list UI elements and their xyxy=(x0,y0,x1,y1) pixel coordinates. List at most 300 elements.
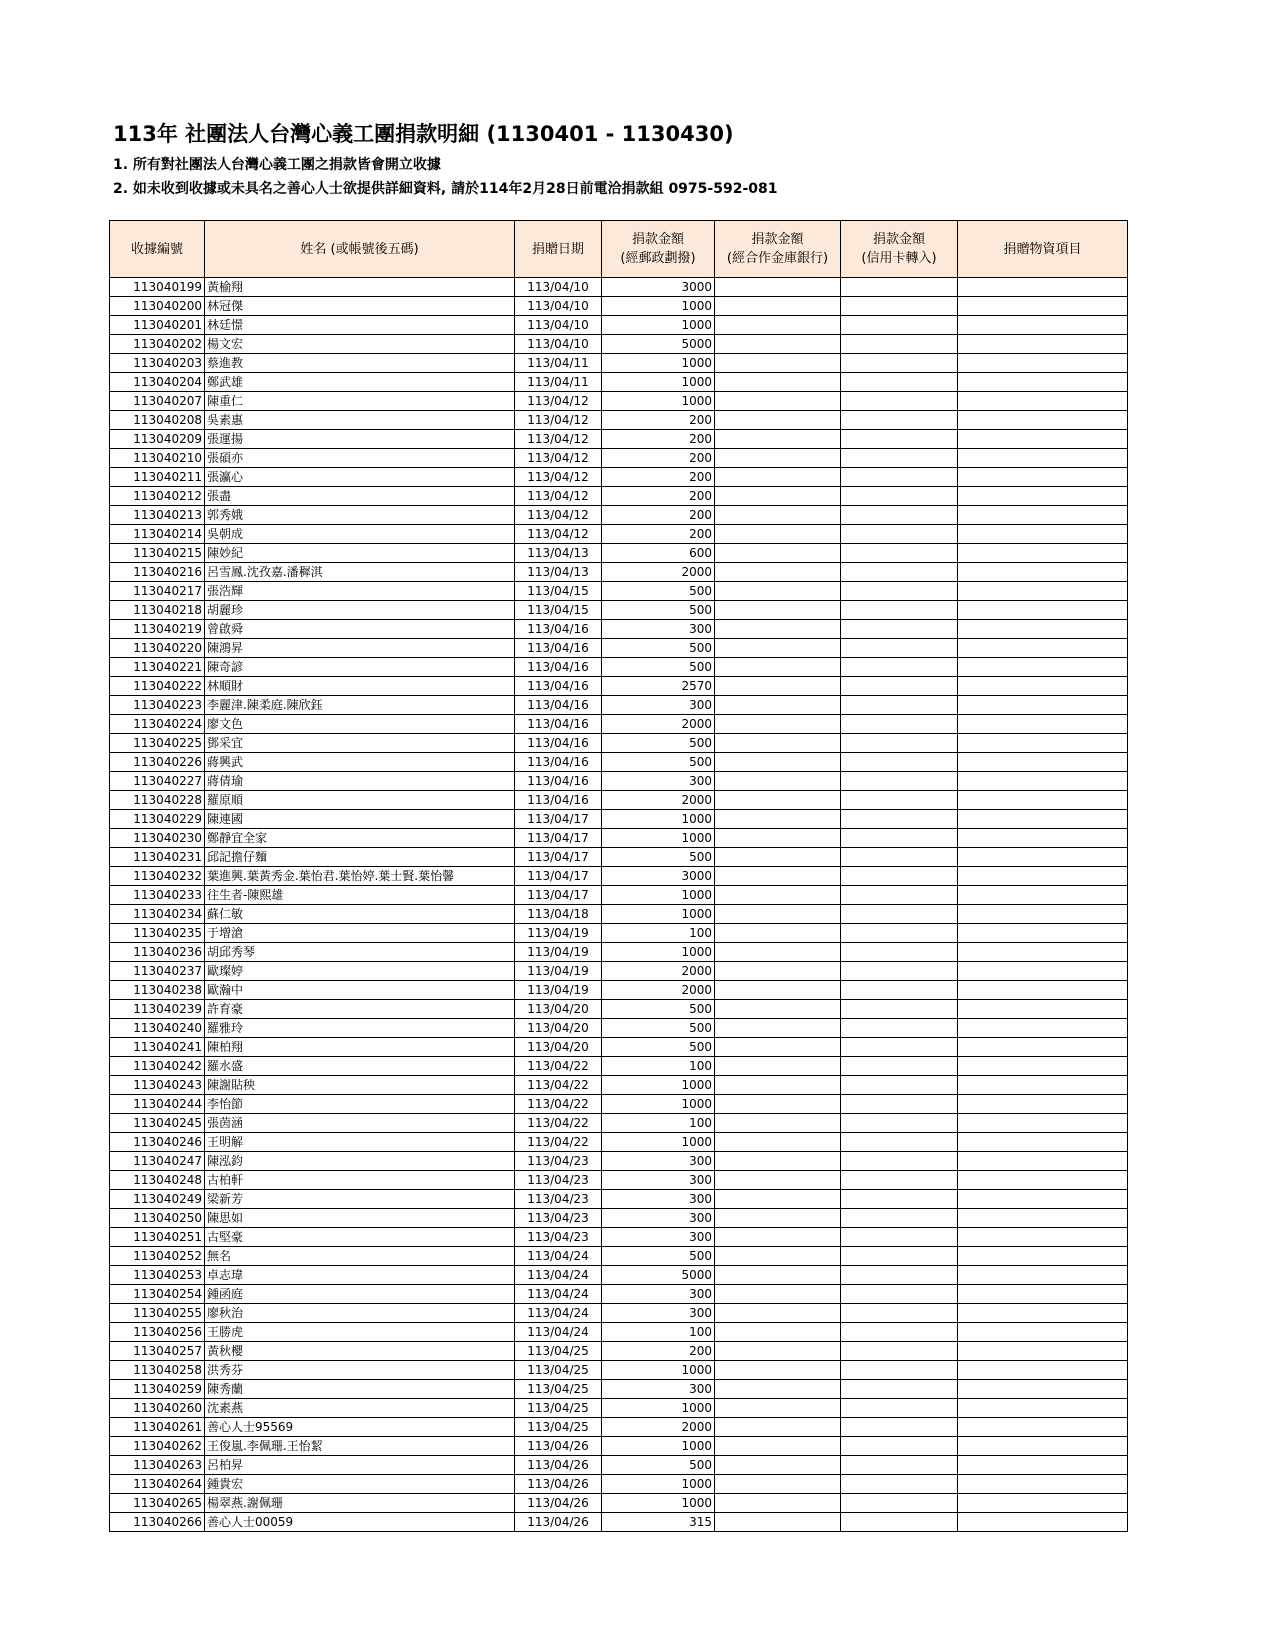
receipt-no-cell: 113040237 xyxy=(110,962,205,981)
receipt-no-cell: 113040263 xyxy=(110,1456,205,1475)
postal-amount-cell: 1000 xyxy=(602,1095,715,1114)
table-row xyxy=(110,1038,1128,1057)
goods-cell xyxy=(958,943,1128,962)
header-name: 姓名 (或帳號後五碼) xyxy=(205,221,515,278)
table-row xyxy=(110,772,1128,791)
receipt-no-cell: 113040201 xyxy=(110,316,205,335)
note-contact: 2. 如未收到收據或未具名之善心人士欲提供詳細資料, 請於114年2月28日前電洽捐款組 0975-592-081 xyxy=(113,181,778,197)
postal-amount-cell: 300 xyxy=(602,1152,715,1171)
postal-amount-cell: 200 xyxy=(602,506,715,525)
goods-cell xyxy=(958,1285,1128,1304)
table-row xyxy=(110,506,1128,525)
receipt-no-cell: 113040255 xyxy=(110,1304,205,1323)
table-row xyxy=(110,1323,1128,1342)
donor-name-cell: 陳奇諺 xyxy=(205,658,515,677)
donor-name-cell: 呂雪鳳.沈孜嘉.潘穉淇 xyxy=(205,563,515,582)
postal-amount-cell: 2000 xyxy=(602,563,715,582)
goods-cell xyxy=(958,468,1128,487)
donor-name-cell: 陳妙紀 xyxy=(205,544,515,563)
goods-cell xyxy=(958,1437,1128,1456)
card-amount-cell xyxy=(841,1342,958,1361)
postal-amount-cell: 1000 xyxy=(602,1475,715,1494)
table-row xyxy=(110,886,1128,905)
receipt-no-cell: 113040226 xyxy=(110,753,205,772)
card-amount-cell xyxy=(841,1399,958,1418)
postal-amount-cell: 2000 xyxy=(602,981,715,1000)
donor-name-cell: 李怡節 xyxy=(205,1095,515,1114)
postal-amount-cell: 1000 xyxy=(602,1437,715,1456)
card-amount-cell xyxy=(841,715,958,734)
donor-name-cell: 林順財 xyxy=(205,677,515,696)
donor-name-cell: 陳泓鈞 xyxy=(205,1152,515,1171)
donation-date-cell: 113/04/17 xyxy=(515,829,602,848)
donation-date-cell: 113/04/23 xyxy=(515,1228,602,1247)
donation-date-cell: 113/04/16 xyxy=(515,677,602,696)
receipt-no-cell: 113040253 xyxy=(110,1266,205,1285)
bank-amount-cell xyxy=(715,1513,841,1532)
card-amount-cell xyxy=(841,1266,958,1285)
table-row xyxy=(110,791,1128,810)
postal-amount-cell: 1000 xyxy=(602,829,715,848)
postal-amount-cell: 200 xyxy=(602,449,715,468)
goods-cell xyxy=(958,316,1128,335)
goods-cell xyxy=(958,354,1128,373)
table-row xyxy=(110,1152,1128,1171)
bank-amount-cell xyxy=(715,392,841,411)
donation-date-cell: 113/04/17 xyxy=(515,848,602,867)
donor-name-cell: 善心人士00059 xyxy=(205,1513,515,1532)
donor-name-cell: 羅水盛 xyxy=(205,1057,515,1076)
document-title: 113年 社團法人台灣心義工團捐款明細 (1130401 - 1130430) xyxy=(113,122,734,146)
donor-name-cell: 張碩亦 xyxy=(205,449,515,468)
donor-name-cell: 卓志瑋 xyxy=(205,1266,515,1285)
receipt-no-cell: 113040199 xyxy=(110,278,205,297)
header-bank-amount: 捐款金額 (經合作金庫銀行) xyxy=(715,221,841,278)
goods-cell xyxy=(958,1038,1128,1057)
table-row xyxy=(110,373,1128,392)
bank-amount-cell xyxy=(715,962,841,981)
donor-name-cell: 陳謝貼秧 xyxy=(205,1076,515,1095)
bank-amount-cell xyxy=(715,1323,841,1342)
receipt-no-cell: 113040234 xyxy=(110,905,205,924)
card-amount-cell xyxy=(841,1000,958,1019)
receipt-no-cell: 113040239 xyxy=(110,1000,205,1019)
donation-date-cell: 113/04/12 xyxy=(515,506,602,525)
donor-name-cell: 古柏軒 xyxy=(205,1171,515,1190)
donation-date-cell: 113/04/22 xyxy=(515,1114,602,1133)
donor-name-cell: 王明解 xyxy=(205,1133,515,1152)
donation-date-cell: 113/04/25 xyxy=(515,1361,602,1380)
goods-cell xyxy=(958,1190,1128,1209)
postal-amount-cell: 2570 xyxy=(602,677,715,696)
bank-amount-cell xyxy=(715,1437,841,1456)
card-amount-cell xyxy=(841,1133,958,1152)
postal-amount-cell: 5000 xyxy=(602,1266,715,1285)
table-row xyxy=(110,924,1128,943)
goods-cell xyxy=(958,1095,1128,1114)
card-amount-cell xyxy=(841,544,958,563)
postal-amount-cell: 600 xyxy=(602,544,715,563)
receipt-no-cell: 113040233 xyxy=(110,886,205,905)
donation-date-cell: 113/04/18 xyxy=(515,905,602,924)
bank-amount-cell xyxy=(715,335,841,354)
donor-name-cell: 胡邱秀琴 xyxy=(205,943,515,962)
card-amount-cell xyxy=(841,1247,958,1266)
goods-cell xyxy=(958,487,1128,506)
table-row xyxy=(110,278,1128,297)
donor-name-cell: 廖秋治 xyxy=(205,1304,515,1323)
card-amount-cell xyxy=(841,772,958,791)
bank-amount-cell xyxy=(715,1019,841,1038)
receipt-no-cell: 113040209 xyxy=(110,430,205,449)
table-row xyxy=(110,1076,1128,1095)
postal-amount-cell: 3000 xyxy=(602,278,715,297)
table-row xyxy=(110,468,1128,487)
bank-amount-cell xyxy=(715,905,841,924)
table-row xyxy=(110,1494,1128,1513)
donation-date-cell: 113/04/12 xyxy=(515,430,602,449)
card-amount-cell xyxy=(841,1494,958,1513)
card-amount-cell xyxy=(841,563,958,582)
goods-cell xyxy=(958,981,1128,1000)
receipt-no-cell: 113040223 xyxy=(110,696,205,715)
card-amount-cell xyxy=(841,278,958,297)
header-goods: 捐贈物資項目 xyxy=(958,221,1128,278)
receipt-no-cell: 113040251 xyxy=(110,1228,205,1247)
bank-amount-cell xyxy=(715,1380,841,1399)
donor-name-cell: 鄭靜宜全家 xyxy=(205,829,515,848)
postal-amount-cell: 200 xyxy=(602,525,715,544)
postal-amount-cell: 100 xyxy=(602,1057,715,1076)
donor-name-cell: 吳朝成 xyxy=(205,525,515,544)
donor-name-cell: 鍾貴宏 xyxy=(205,1475,515,1494)
postal-amount-cell: 500 xyxy=(602,639,715,658)
receipt-no-cell: 113040214 xyxy=(110,525,205,544)
goods-cell xyxy=(958,506,1128,525)
postal-amount-cell: 1000 xyxy=(602,1399,715,1418)
donor-name-cell: 鄭武雄 xyxy=(205,373,515,392)
table-row xyxy=(110,962,1128,981)
table-row xyxy=(110,297,1128,316)
table-row xyxy=(110,354,1128,373)
bank-amount-cell xyxy=(715,601,841,620)
card-amount-cell xyxy=(841,962,958,981)
bank-amount-cell xyxy=(715,1247,841,1266)
donation-date-cell: 113/04/23 xyxy=(515,1209,602,1228)
receipt-no-cell: 113040254 xyxy=(110,1285,205,1304)
bank-amount-cell xyxy=(715,1114,841,1133)
bank-amount-cell xyxy=(715,1456,841,1475)
donation-date-cell: 113/04/25 xyxy=(515,1380,602,1399)
card-amount-cell xyxy=(841,943,958,962)
bank-amount-cell xyxy=(715,1000,841,1019)
bank-amount-cell xyxy=(715,829,841,848)
donation-date-cell: 113/04/10 xyxy=(515,297,602,316)
postal-amount-cell: 300 xyxy=(602,1190,715,1209)
postal-amount-cell: 100 xyxy=(602,1323,715,1342)
receipt-no-cell: 113040208 xyxy=(110,411,205,430)
donation-date-cell: 113/04/24 xyxy=(515,1304,602,1323)
table-row xyxy=(110,1019,1128,1038)
table-row xyxy=(110,1418,1128,1437)
card-amount-cell xyxy=(841,297,958,316)
bank-amount-cell xyxy=(715,715,841,734)
card-amount-cell xyxy=(841,791,958,810)
donation-date-cell: 113/04/16 xyxy=(515,696,602,715)
receipt-no-cell: 113040235 xyxy=(110,924,205,943)
postal-amount-cell: 2000 xyxy=(602,1418,715,1437)
goods-cell xyxy=(958,1494,1128,1513)
donor-name-cell: 王俊嵐.李佩珊.王怡絜 xyxy=(205,1437,515,1456)
goods-cell xyxy=(958,1304,1128,1323)
receipt-no-cell: 113040258 xyxy=(110,1361,205,1380)
receipt-no-cell: 113040252 xyxy=(110,1247,205,1266)
card-amount-cell xyxy=(841,734,958,753)
card-amount-cell xyxy=(841,620,958,639)
card-amount-cell xyxy=(841,981,958,1000)
table-row xyxy=(110,753,1128,772)
bank-amount-cell xyxy=(715,1494,841,1513)
postal-amount-cell: 1000 xyxy=(602,943,715,962)
donation-date-cell: 113/04/20 xyxy=(515,1038,602,1057)
bank-amount-cell xyxy=(715,924,841,943)
table-row xyxy=(110,905,1128,924)
card-amount-cell xyxy=(841,1285,958,1304)
receipt-no-cell: 113040229 xyxy=(110,810,205,829)
table-row xyxy=(110,943,1128,962)
postal-amount-cell: 300 xyxy=(602,620,715,639)
card-amount-cell xyxy=(841,1475,958,1494)
goods-cell xyxy=(958,886,1128,905)
donation-date-cell: 113/04/16 xyxy=(515,658,602,677)
goods-cell xyxy=(958,1456,1128,1475)
receipt-no-cell: 113040249 xyxy=(110,1190,205,1209)
card-amount-cell xyxy=(841,677,958,696)
postal-amount-cell: 500 xyxy=(602,1038,715,1057)
donation-table xyxy=(109,220,1128,1532)
donation-date-cell: 113/04/26 xyxy=(515,1475,602,1494)
bank-amount-cell xyxy=(715,1095,841,1114)
postal-amount-cell: 300 xyxy=(602,772,715,791)
donor-name-cell: 梁新芳 xyxy=(205,1190,515,1209)
postal-amount-cell: 2000 xyxy=(602,791,715,810)
bank-amount-cell xyxy=(715,1076,841,1095)
receipt-no-cell: 113040207 xyxy=(110,392,205,411)
donor-name-cell: 往生者-陳熙雄 xyxy=(205,886,515,905)
postal-amount-cell: 300 xyxy=(602,1209,715,1228)
table-row xyxy=(110,601,1128,620)
goods-cell xyxy=(958,1399,1128,1418)
note-receipt: 1. 所有對社團法人台灣心義工團之捐款皆會開立收據 xyxy=(113,157,441,173)
donation-date-cell: 113/04/11 xyxy=(515,373,602,392)
goods-cell xyxy=(958,1361,1128,1380)
card-amount-cell xyxy=(841,487,958,506)
table-header-row xyxy=(110,221,1128,278)
donation-date-cell: 113/04/15 xyxy=(515,601,602,620)
card-amount-cell xyxy=(841,335,958,354)
donor-name-cell: 李麗津.陳柔庭.陳欣鈺 xyxy=(205,696,515,715)
table-row xyxy=(110,525,1128,544)
postal-amount-cell: 2000 xyxy=(602,715,715,734)
card-amount-cell xyxy=(841,1304,958,1323)
card-amount-cell xyxy=(841,1076,958,1095)
table-row xyxy=(110,1133,1128,1152)
bank-amount-cell xyxy=(715,1475,841,1494)
postal-amount-cell: 300 xyxy=(602,696,715,715)
donation-date-cell: 113/04/26 xyxy=(515,1456,602,1475)
postal-amount-cell: 500 xyxy=(602,658,715,677)
table-row xyxy=(110,1266,1128,1285)
goods-cell xyxy=(958,620,1128,639)
goods-cell xyxy=(958,639,1128,658)
receipt-no-cell: 113040202 xyxy=(110,335,205,354)
donation-date-cell: 113/04/12 xyxy=(515,525,602,544)
bank-amount-cell xyxy=(715,886,841,905)
receipt-no-cell: 113040250 xyxy=(110,1209,205,1228)
postal-amount-cell: 1000 xyxy=(602,810,715,829)
table-row xyxy=(110,1513,1128,1532)
donor-name-cell: 洪秀芬 xyxy=(205,1361,515,1380)
card-amount-cell xyxy=(841,1361,958,1380)
bank-amount-cell xyxy=(715,1209,841,1228)
card-amount-cell xyxy=(841,1019,958,1038)
goods-cell xyxy=(958,1418,1128,1437)
card-amount-cell xyxy=(841,1513,958,1532)
bank-amount-cell xyxy=(715,696,841,715)
donation-date-cell: 113/04/17 xyxy=(515,867,602,886)
postal-amount-cell: 3000 xyxy=(602,867,715,886)
table-row xyxy=(110,582,1128,601)
receipt-no-cell: 113040266 xyxy=(110,1513,205,1532)
donor-name-cell: 楊翠燕.謝佩珊 xyxy=(205,1494,515,1513)
table-row xyxy=(110,1304,1128,1323)
postal-amount-cell: 1000 xyxy=(602,316,715,335)
receipt-no-cell: 113040232 xyxy=(110,867,205,886)
donor-name-cell: 蔣興武 xyxy=(205,753,515,772)
donation-date-cell: 113/04/12 xyxy=(515,487,602,506)
donation-date-cell: 113/04/23 xyxy=(515,1152,602,1171)
donation-date-cell: 113/04/12 xyxy=(515,449,602,468)
donor-name-cell: 陳柏翔 xyxy=(205,1038,515,1057)
table-row xyxy=(110,829,1128,848)
card-amount-cell xyxy=(841,1209,958,1228)
receipt-no-cell: 113040224 xyxy=(110,715,205,734)
postal-amount-cell: 300 xyxy=(602,1285,715,1304)
donation-date-cell: 113/04/22 xyxy=(515,1076,602,1095)
bank-amount-cell xyxy=(715,316,841,335)
donor-name-cell: 葉進興.葉黃秀金.葉怡君.葉怡婷.葉士賢.葉怡馨 xyxy=(205,867,515,886)
table-row xyxy=(110,639,1128,658)
donation-date-cell: 113/04/25 xyxy=(515,1399,602,1418)
donor-name-cell: 許育豪 xyxy=(205,1000,515,1019)
table-row xyxy=(110,411,1128,430)
goods-cell xyxy=(958,1380,1128,1399)
goods-cell xyxy=(958,1266,1128,1285)
goods-cell xyxy=(958,297,1128,316)
card-amount-cell xyxy=(841,1228,958,1247)
donation-date-cell: 113/04/16 xyxy=(515,734,602,753)
table-row xyxy=(110,810,1128,829)
donor-name-cell: 鍾函庭 xyxy=(205,1285,515,1304)
donor-name-cell: 王勝虎 xyxy=(205,1323,515,1342)
card-amount-cell xyxy=(841,886,958,905)
receipt-no-cell: 113040245 xyxy=(110,1114,205,1133)
card-amount-cell xyxy=(841,506,958,525)
donor-name-cell: 羅原順 xyxy=(205,791,515,810)
goods-cell xyxy=(958,1114,1128,1133)
donor-name-cell: 吳素惠 xyxy=(205,411,515,430)
card-amount-cell xyxy=(841,1057,958,1076)
table-row xyxy=(110,563,1128,582)
receipt-no-cell: 113040243 xyxy=(110,1076,205,1095)
receipt-no-cell: 113040219 xyxy=(110,620,205,639)
donor-name-cell: 沈素燕 xyxy=(205,1399,515,1418)
bank-amount-cell xyxy=(715,411,841,430)
donor-name-cell: 呂柏昇 xyxy=(205,1456,515,1475)
card-amount-cell xyxy=(841,924,958,943)
goods-cell xyxy=(958,392,1128,411)
donation-date-cell: 113/04/19 xyxy=(515,924,602,943)
table-row xyxy=(110,1095,1128,1114)
card-amount-cell xyxy=(841,601,958,620)
table-row xyxy=(110,544,1128,563)
postal-amount-cell: 1000 xyxy=(602,373,715,392)
table-row xyxy=(110,715,1128,734)
donor-name-cell: 于增滄 xyxy=(205,924,515,943)
goods-cell xyxy=(958,525,1128,544)
donation-date-cell: 113/04/26 xyxy=(515,1494,602,1513)
postal-amount-cell: 500 xyxy=(602,582,715,601)
table-row xyxy=(110,981,1128,1000)
donation-date-cell: 113/04/10 xyxy=(515,316,602,335)
receipt-no-cell: 113040256 xyxy=(110,1323,205,1342)
card-amount-cell xyxy=(841,848,958,867)
goods-cell xyxy=(958,411,1128,430)
bank-amount-cell xyxy=(715,1399,841,1418)
table-row xyxy=(110,696,1128,715)
receipt-no-cell: 113040215 xyxy=(110,544,205,563)
receipt-no-cell: 113040213 xyxy=(110,506,205,525)
card-amount-cell xyxy=(841,1456,958,1475)
bank-amount-cell xyxy=(715,677,841,696)
bank-amount-cell xyxy=(715,373,841,392)
donor-name-cell: 陳思如 xyxy=(205,1209,515,1228)
donation-date-cell: 113/04/24 xyxy=(515,1285,602,1304)
donor-name-cell: 郭秀娥 xyxy=(205,506,515,525)
postal-amount-cell: 500 xyxy=(602,1019,715,1038)
card-amount-cell xyxy=(841,867,958,886)
receipt-no-cell: 113040265 xyxy=(110,1494,205,1513)
goods-cell xyxy=(958,905,1128,924)
donation-date-cell: 113/04/22 xyxy=(515,1133,602,1152)
donor-name-cell: 廖文色 xyxy=(205,715,515,734)
donation-date-cell: 113/04/24 xyxy=(515,1247,602,1266)
goods-cell xyxy=(958,449,1128,468)
donation-date-cell: 113/04/15 xyxy=(515,582,602,601)
bank-amount-cell xyxy=(715,449,841,468)
donor-name-cell: 楊文宏 xyxy=(205,335,515,354)
goods-cell xyxy=(958,1171,1128,1190)
donation-date-cell: 113/04/26 xyxy=(515,1513,602,1532)
table-row xyxy=(110,1380,1128,1399)
goods-cell xyxy=(958,1342,1128,1361)
postal-amount-cell: 500 xyxy=(602,848,715,867)
donor-name-cell: 張浩輝 xyxy=(205,582,515,601)
bank-amount-cell xyxy=(715,430,841,449)
goods-cell xyxy=(958,601,1128,620)
card-amount-cell xyxy=(841,468,958,487)
card-amount-cell xyxy=(841,1114,958,1133)
